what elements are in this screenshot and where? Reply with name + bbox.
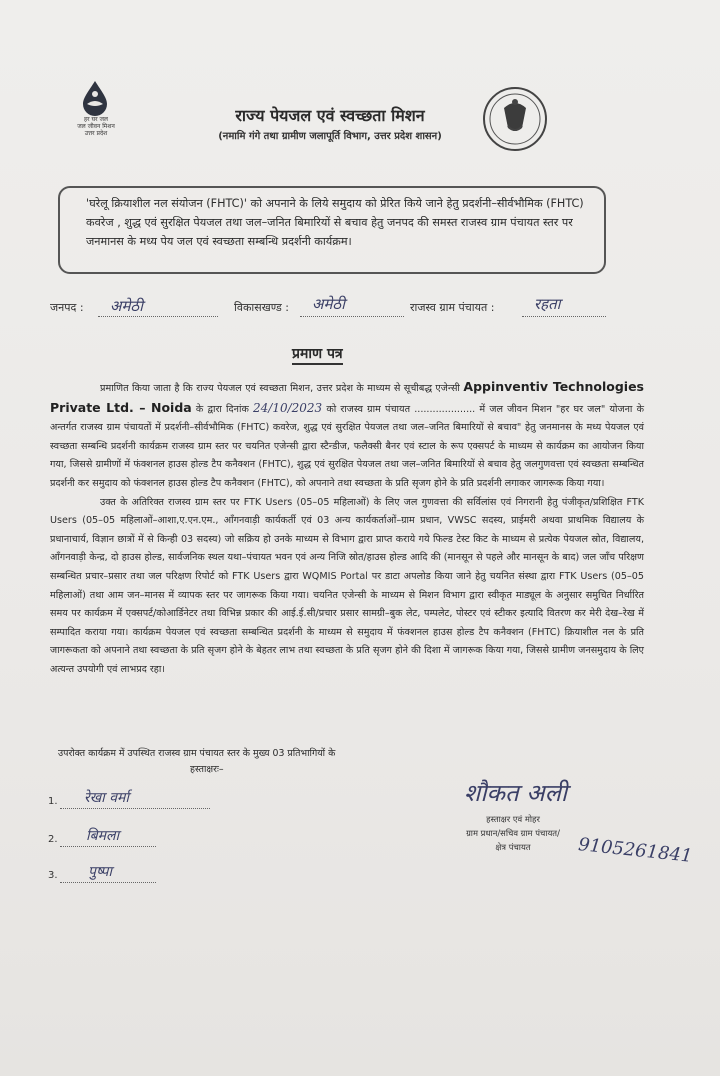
agency-name: Appinventiv Technologies Private Ltd. – Noida bbox=[50, 379, 644, 415]
pradhan-line-3: क्षेत्र पंचायत bbox=[495, 842, 531, 852]
programme-description-text: 'घरेलू क्रियाशील नल संयोजन (FHTC)' को अपनाने के लिये समुदाय को प्रेरित किये जाने हेतु प्रदर्शनी–सीर्वभौमिक (FHTC) कवरेज , शुद्ध एवं सुरक्षित पेयजल तथा जल–जनित बिमारियों से बचाव हेतु जनपद की समस्त राजस्व ग्राम पंचायत स्तर पर जनमानस के मध्य पेय जल एवं स्वच्छता सम्बन्धि प्रदर्शनी कार्यक्रम। bbox=[86, 197, 584, 248]
district-value: अमेठी bbox=[110, 297, 144, 315]
logo-caption-3: उत्तर प्रदेश bbox=[84, 130, 108, 137]
pradhan-designation bbox=[438, 812, 588, 854]
district-underline bbox=[98, 316, 218, 317]
participant-3-number: 3. bbox=[48, 870, 58, 881]
panchayat-underline bbox=[522, 316, 606, 317]
pradhan-phone: 9105261841 bbox=[577, 834, 694, 867]
signatures-intro-text: उपरोक्त कार्यक्रम में उपस्थित राजस्व ग्राम पंचायत स्तर के मुख्य 03 प्रतिभागियों के bbox=[58, 748, 336, 759]
signatures-intro-sub: हस्ताक्षरः– bbox=[190, 764, 224, 775]
signatures-intro bbox=[58, 746, 438, 778]
participant-1-signature: रेखा वर्मा bbox=[84, 790, 130, 806]
block-label: विकासखण्ड : bbox=[234, 301, 290, 314]
participant-2-line bbox=[60, 846, 156, 847]
paragraph-2: उक्त के अतिरिक्त राजस्व ग्राम स्तर पर FTK Users (05–05 महिलाओं) के लिए जल गुणवत्ता की सर्विलांस एवं निगरानी हेतु पंजीकृत/प्रशिक्षित FTK Users (05–05 महिलाओं–आशा,ए.एन.एम., आँगनवाड़ी कार्यकर्ती एवं 03 अन्य कार्यकर्ताओं–ग्राम प्रधान, VWSC सदस्य, प्राईमरी अथवा प्राथमिक विद्यालय के प्रधानाचार्य, विज्ञान छात्रों में से किन्ही 03 सदस्य) जो सक्रिय हो उनके माध्यम से विभाग द्वारा प्राप्त कराये गये फिल्ड टेस्ट किट के माध्यम से प्रत्येक पेयजल स्रोत, विद्यालय, आँगनवाड़ी केन्द्र, दो हाउस होल्ड, सार्वजनिक स्थल यथा–पंचायत भवन एवं अन्य निजि स्रोत/हाउस होल्ड आदि की (मानसून से पहले और मानसून के बाद) जल जाँच परिक्षण सम्बन्धित प्रचार–प्रसार तथा जल परिक्षण रिपोर्ट को FTK Users द्वारा WQMIS Portal पर डाटा अपलोड किया जाने हेतु चयनित संस्था द्वारा FTK Users (05–05 महिलाओं) तथा आम जन–मानस में व्यापक स्तर पर जागरूक किया गया। चयनित एजेन्सी के माध्यम से मिशन विभाग द्वारा स्वीकृत माड्यूल के अनुसार समुचित निर्धारित समय पर कार्यक्रम में एक्सपर्ट/कोआर्डिनेटर तथा विभिन्न प्रकार की आई.ई.सी/प्रचार प्रसार सामग्री–बुक लेट, पम्पलेट, पोस्टर एवं स्टीकर इत्यादि वितरण कर मेरी देख–रेख में सम्पादित कराया गया। कार्यक्रम पेयजल एवं स्वच्छता सम्बन्धित प्रदर्शनी के माध्यम से समुदाय में फंक्शनल हाउस होल्ड टैप कनैक्शन (FHTC) क्रियाशील नल के प्रति जागरूकता को अपनाने तथा स्वच्छता के प्रति सृजग होने के बेहतर लाभ तथा स्वच्छता के प्रति सृजग होने की दिशा में जागरूक किया गया, जिससे ग्रामीण जनसमुदाय के लिए अत्यन्त उपयोगी एवं लाभप्रद रहा। bbox=[50, 496, 644, 675]
programme-date: 24/10/2023 bbox=[253, 400, 323, 415]
paragraph-1 bbox=[50, 378, 644, 494]
block-value: अमेठी bbox=[312, 295, 346, 313]
participant-3-signature: पुष्पा bbox=[88, 864, 113, 880]
pradhan-signature: शौकत अली bbox=[464, 779, 568, 807]
participant-1-number: 1. bbox=[48, 796, 58, 807]
participant-3-line bbox=[60, 882, 156, 883]
har-ghar-jal-logo bbox=[66, 80, 126, 146]
paragraph-1-rest: को राजस्व ग्राम पंचायत .................... में जल जीवन मिशन "हर घर जल" योजना के अन्तर्गत राजस्व ग्राम पंचायतों में प्रदर्शनी–सीर्वभौमिक (FHTC) कवरेज, शुद्ध एवं सुरक्षित पेयजल तथा जल–जनित बिमारियों से बचाव" हेतु जनमानस के मध्य पेयजल एवं स्वच्छता सम्बन्धि प्रदर्शनी कार्यक्रम राजस्व ग्राम स्तर पर चयनित एजेन्सी द्वारा स्टैन्डीज, फलैक्सी बैनर एवं स्टाल के रूप एक्सपर्ट के माध्यम से कार्यक्रम का आयोजन किया गया, जिससे ग्रामीणों में फंक्शनल हाउस होल्ड टैप कनैक्शन (FHTC), शुद्ध एवं सुरक्षित पेयजल तथा जल–जनित बिमारियों से बचाव हेतु जलगुणवत्ता एवं स्वच्छता सम्बन्धित प्रदर्शनी कर समुदाय को फंक्शनल हाउस होल्ड टैप कनैक्शन (FHTC), को अपनाने तथा स्वच्छता के प्रति सृजग होने के प्रति प्रदर्शनी लगाकर जागरूक किया गया। bbox=[50, 403, 644, 489]
certificate-title: प्रमाण पत्र bbox=[292, 344, 343, 365]
participant-1-line bbox=[60, 808, 210, 809]
certificate-body bbox=[50, 378, 644, 680]
participant-2-signature: बिमला bbox=[86, 828, 120, 844]
header-title: राज्य पेयजल एवं स्वच्छता मिशन bbox=[235, 106, 425, 125]
header-subtitle: (नमामि गंगे तथा ग्रामीण जलापूर्ति विभाग, उत्तर प्रदेश शासन) bbox=[218, 131, 442, 142]
water-drop-icon bbox=[80, 80, 110, 116]
block-underline bbox=[300, 316, 404, 317]
up-state-emblem-icon bbox=[482, 86, 548, 152]
date-label: के द्वारा दिनांक bbox=[195, 403, 249, 415]
district-label: जनपद : bbox=[50, 301, 84, 314]
logo-caption-2: जल जीवन मिशन bbox=[77, 123, 115, 130]
pradhan-line-2: ग्राम प्रधान/सचिव ग्राम पंचायत/ bbox=[466, 828, 560, 838]
panchayat-value: रहता bbox=[534, 295, 561, 313]
panchayat-label: राजस्व ग्राम पंचायत : bbox=[410, 301, 495, 314]
pradhan-line-1: हस्ताक्षर एवं मोहर bbox=[486, 814, 540, 824]
paragraph-1-start: प्रमाणित किया जाता है कि राज्य पेयजल एवं स्वच्छता मिशन, उत्तर प्रदेश के माध्यम से सूचीबद्ध एजेन्सी bbox=[100, 383, 460, 394]
participant-2-number: 2. bbox=[48, 834, 58, 845]
programme-description-box bbox=[58, 186, 606, 274]
logo-caption-1: हर घर जल bbox=[84, 116, 108, 123]
